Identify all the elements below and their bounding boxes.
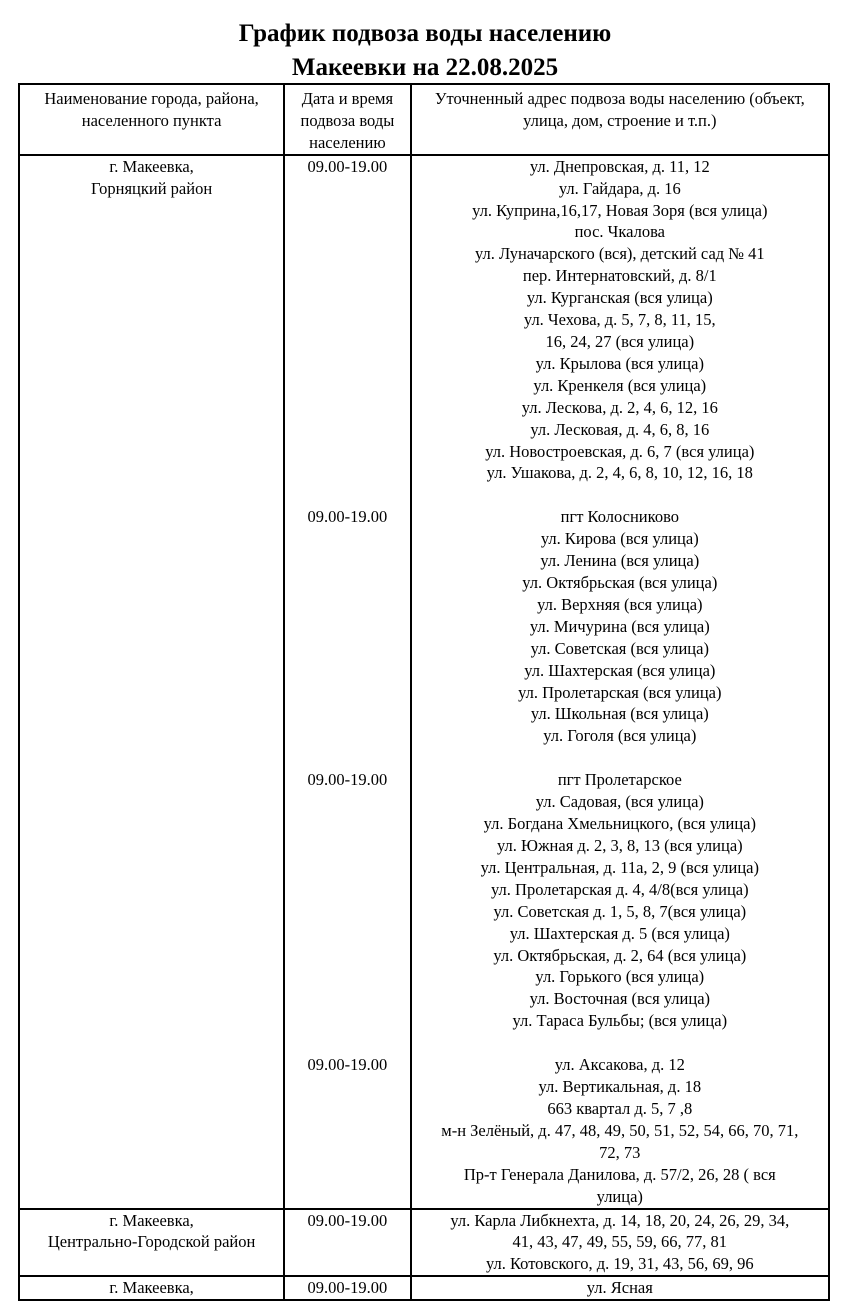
- address-line: ул. Пролетарская (вся улица): [518, 682, 722, 702]
- header-datetime: Дата и время подвоза воды населению: [284, 84, 410, 155]
- address-line: ул. Школьная (вся улица): [530, 704, 709, 724]
- address-line: ул. Крылова (вся улица): [535, 353, 704, 373]
- place-line: Горняцкий район: [91, 178, 213, 198]
- address-line: ул. Котовского, д. 19, 31, 43, 56, 69, 96: [485, 1254, 754, 1274]
- address-line: ул. Чехова, д. 5, 7, 8, 11, 15,: [523, 310, 716, 330]
- address-line: ул. Карла Либкнехта, д. 14, 18, 20, 24, 26, 29, 34,: [450, 1210, 790, 1230]
- delivery-time: 09.00-19.00: [307, 1055, 388, 1075]
- address-line: ул. Гоголя (вся улица): [543, 726, 697, 746]
- address-cell: [411, 1209, 829, 1277]
- address-line: ул. Ушакова, д. 2, 4, 6, 8, 10, 12, 16, 18: [486, 463, 753, 483]
- address-line: ул. Горького (вся улица): [535, 967, 705, 987]
- address-line: ул. Лесковая, д. 4, 6, 8, 16: [530, 419, 710, 439]
- water-delivery-schedule-table: [18, 83, 830, 1301]
- table-row: [19, 155, 829, 507]
- block-spacer: [414, 747, 826, 769]
- address-line: ул. Ясная: [586, 1278, 653, 1298]
- delivery-time: 09.00-19.00: [307, 507, 388, 527]
- address-line: Пр-т Генерала Данилова, д. 57/2, 26, 28 ( вся: [463, 1164, 776, 1184]
- address-line: 663 квартал д. 5, 7 ,8: [547, 1098, 693, 1118]
- delivery-time: 09.00-19.00: [307, 156, 388, 176]
- address-line: 72, 73: [599, 1142, 641, 1162]
- delivery-time: 09.00-19.00: [307, 1210, 388, 1230]
- place-cell: [19, 1209, 284, 1277]
- header-place: Наименование города, района, населенного пункта: [19, 84, 284, 155]
- address-line: ул. Новостроевская, д. 6, 7 (вся улица): [485, 441, 755, 461]
- block-spacer: [414, 484, 826, 506]
- address-line: пос. Чкалова: [574, 222, 665, 242]
- address-line: ул. Курганская (вся улица): [526, 288, 713, 308]
- table-body: [19, 155, 829, 1300]
- address-line: ул. Центральная, д. 11а, 2, 9 (вся улица): [480, 857, 759, 877]
- address-line: ул. Шахтерская (вся улица): [524, 660, 716, 680]
- address-line: 16, 24, 27 (вся улица): [545, 331, 695, 351]
- address-line: ул. Мичурина (вся улица): [529, 616, 710, 636]
- document-title-line-1: График подвоза воды населению: [238, 20, 612, 47]
- address-cell: [411, 155, 829, 507]
- address-line: ул. Октябрьская (вся улица): [522, 573, 718, 593]
- address-line: улица): [596, 1186, 643, 1206]
- place-line: г. Макеевка,: [109, 156, 194, 176]
- address-line: ул. Тараса Бульбы; (вся улица): [512, 1011, 728, 1031]
- address-line: ул. Вертикальная, д. 18: [538, 1077, 702, 1097]
- delivery-time: 09.00-19.00: [307, 770, 388, 790]
- address-line: ул. Кренкеля (вся улица): [533, 375, 707, 395]
- address-line: ул. Богдана Хмельницкого, (вся улица): [483, 814, 756, 834]
- time-cell: [284, 1054, 410, 1208]
- address-line: ул. Октябрьская, д. 2, 64 (вся улица): [493, 945, 747, 965]
- address-cell: [411, 506, 829, 769]
- address-line: ул. Пролетарская д. 4, 4/8(вся улица): [491, 879, 749, 899]
- address-line: ул. Ленина (вся улица): [540, 551, 700, 571]
- address-line: ул. Луначарского (вся), детский сад № 41: [474, 244, 765, 264]
- address-line: пгт Колосниково: [560, 507, 679, 527]
- address-line: ул. Советская д. 1, 5, 8, 7(вся улица): [493, 901, 747, 921]
- place-line: г. Макеевка,: [109, 1278, 194, 1298]
- address-line: ул. Днепровская, д. 11, 12: [529, 156, 710, 176]
- address-line: ул. Куприна,16,17, Новая Зоря (вся улица): [472, 200, 768, 220]
- address-line: ул. Шахтерская д. 5 (вся улица): [509, 923, 730, 943]
- place-line: Центрально-Городской район: [47, 1232, 256, 1252]
- address-line: пгт Пролетарское: [557, 770, 682, 790]
- time-cell: [284, 506, 410, 769]
- address-line: пер. Интернатовский, д. 8/1: [522, 266, 717, 286]
- address-line: ул. Аксакова, д. 12: [554, 1055, 685, 1075]
- table-header-row: [19, 84, 829, 155]
- address-line: ул. Восточная (вся улица): [529, 989, 711, 1009]
- address-line: 41, 43, 47, 49, 55, 59, 66, 77, 81: [512, 1232, 728, 1252]
- block-spacer: [414, 1032, 826, 1054]
- table-row: [19, 1209, 829, 1277]
- address-line: ул. Кирова (вся улица): [540, 529, 699, 549]
- delivery-time: 09.00-19.00: [307, 1278, 388, 1298]
- time-cell: [284, 769, 410, 1054]
- address-line: ул. Гайдара, д. 16: [558, 178, 681, 198]
- time-cell: [284, 155, 410, 507]
- place-line: г. Макеевка,: [109, 1210, 194, 1230]
- address-line: ул. Южная д. 2, 3, 8, 13 (вся улица): [496, 836, 743, 855]
- address-line: ул. Советская (вся улица): [530, 638, 709, 658]
- address-line: м-н Зелёный, д. 47, 48, 49, 50, 51, 52, 54, 66, 70, 71,: [441, 1120, 799, 1140]
- address-cell: [411, 1054, 829, 1208]
- time-cell: [284, 1209, 410, 1277]
- address-line: ул. Лескова, д. 2, 4, 6, 12, 16: [521, 397, 718, 417]
- header-address: Уточненный адрес подвоза воды населению (объект, улица, дом, строение и т.п.): [411, 84, 829, 155]
- address-cell: [411, 769, 829, 1054]
- place-cell: [19, 155, 284, 1209]
- document-title-line-2: Макеевки на 22.08.2025: [291, 54, 559, 81]
- address-line: ул. Садовая, (вся улица): [535, 792, 704, 812]
- address-line: ул. Верхняя (вся улица): [537, 594, 703, 614]
